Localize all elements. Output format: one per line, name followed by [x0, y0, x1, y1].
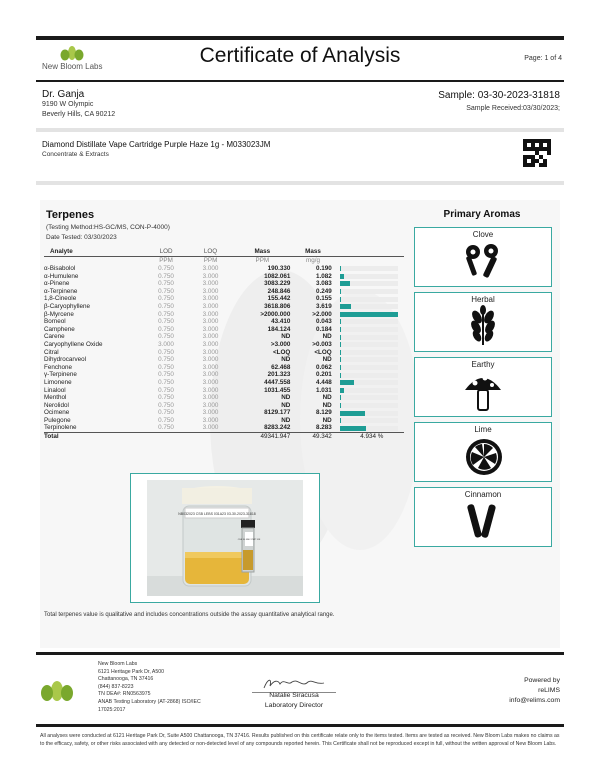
mass-ppm-cell: 3618.806: [264, 302, 291, 310]
concentration-bar-track: [340, 304, 398, 309]
concentration-bar: [340, 373, 341, 378]
client-city: Beverly Hills, CA 90212: [42, 111, 116, 118]
mass-ppm-cell: 8283.242: [264, 424, 291, 432]
loq-cell: 3.000: [202, 348, 219, 356]
mass-ppm-cell: ND: [281, 394, 291, 402]
lod-cell: 0.750: [158, 325, 174, 333]
mass-mg-cell: 0.249: [315, 287, 332, 295]
sample-photo: [147, 480, 303, 596]
jar-label-text: NB032023 CSB LEBS 031A23 03-30-2023-31818: [178, 512, 256, 516]
concentration-bar-track: [340, 380, 398, 385]
unit-blank: [44, 257, 145, 266]
aroma-label-cinnamon: Cinnamon: [464, 490, 502, 499]
unit-lod: PPM: [159, 257, 173, 265]
concentration-bar-track: [340, 327, 398, 332]
concentration-bar-track: [340, 335, 398, 340]
terpenes-table: [44, 247, 404, 441]
terpene-row: [44, 379, 404, 387]
col-loq: LOQ: [187, 247, 235, 257]
analyte-cell: Citral: [44, 348, 59, 356]
mass-ppm-cell: ND: [281, 356, 291, 364]
product-name: Diamond Distillate Vape Cartridge Purple Haze 1g - M033023JM: [42, 140, 271, 149]
product-block: [42, 140, 270, 160]
mass-ppm-cell: 1031.455: [264, 386, 291, 394]
lime-icon: [463, 435, 505, 477]
lod-cell: 0.750: [158, 424, 174, 432]
mass-mg-cell: 0.201: [315, 371, 332, 379]
aroma-cinnamon: [414, 487, 552, 547]
concentration-bar: [340, 319, 341, 324]
mass-ppm-cell: 155.442: [267, 295, 291, 303]
col-mass-mg: Mass: [294, 247, 335, 257]
terpene-row: [44, 288, 404, 296]
concentration-bar-track: [340, 281, 398, 286]
mass-mg-cell: 3.619: [315, 302, 332, 310]
mass-ppm-cell: ND: [281, 333, 291, 341]
terpene-row: [44, 402, 404, 410]
sample-photo-frame: [130, 473, 320, 603]
concentration-bar-track: [340, 266, 398, 271]
mass-mg-cell: 1.031: [315, 386, 332, 394]
mass-ppm-cell: ND: [281, 416, 291, 424]
concentration-bar: [340, 266, 341, 271]
mass-mg-cell: 1.082: [315, 272, 332, 280]
terpene-row: [44, 394, 404, 402]
mass-ppm-cell: ND: [281, 401, 291, 409]
loq-cell: 3.000: [202, 409, 219, 417]
terpene-row: [44, 318, 404, 326]
analyte-cell: Linalool: [44, 386, 66, 394]
loq-cell: 3.000: [202, 318, 219, 326]
lod-cell: 0.750: [158, 272, 174, 280]
qr-code-icon: [523, 139, 551, 167]
terpene-row: [44, 295, 404, 303]
loq-cell: 3.000: [202, 333, 219, 341]
lod-cell: 0.750: [158, 333, 174, 341]
top-rule: [36, 36, 564, 40]
divider-band: [36, 128, 564, 132]
bar-cell: [336, 333, 404, 341]
footer-line: New Bloom Labs: [98, 661, 138, 667]
bar-cell: [336, 387, 404, 395]
loq-cell: 3.000: [202, 280, 219, 288]
terpene-row: [44, 364, 404, 372]
terpene-row: [44, 333, 404, 341]
concentration-bar: [340, 342, 341, 347]
terpene-row: [44, 409, 404, 417]
concentration-bar: [340, 350, 341, 355]
terpene-row: [44, 417, 404, 425]
col-lod: LOD: [145, 247, 186, 257]
terpene-row: [44, 303, 404, 311]
loq-cell: 3.000: [202, 363, 219, 371]
lod-cell: 0.750: [158, 356, 174, 364]
aroma-label-earthy: Earthy: [471, 360, 495, 369]
mass-mg-cell: ND: [322, 356, 332, 364]
total-loq: [187, 433, 235, 441]
concentration-bar: [340, 281, 350, 286]
mass-ppm-cell: 3083.229: [264, 280, 291, 288]
loq-cell: 3.000: [202, 356, 219, 364]
mass-ppm-cell: 184.124: [267, 325, 291, 333]
concentration-bar: [340, 380, 354, 385]
mass-mg-cell: 8.283: [315, 424, 332, 432]
mass-mg-cell: 0.184: [315, 325, 332, 333]
mass-ppm-cell: 190.330: [267, 265, 291, 272]
analyte-cell: 1,8-Cineole: [44, 295, 77, 303]
loq-cell: 3.000: [202, 394, 219, 402]
signer-title: Laboratory Director: [264, 702, 324, 709]
terpene-row: [44, 387, 404, 395]
footer-line: (844) 837-8223: [98, 683, 134, 690]
client-name: Dr. Ganja: [42, 89, 85, 100]
bar-cell: [336, 273, 404, 281]
mass-mg-cell: 0.190: [315, 265, 332, 272]
loq-cell: 3.000: [202, 302, 219, 310]
footer-line: Chattanooga, TN 37416: [98, 676, 154, 683]
bar-cell: [336, 409, 404, 417]
concentration-bar: [340, 274, 345, 279]
testing-method: (Testing Method:HS-GC/MS, CON-P-4000): [46, 224, 170, 231]
lod-cell: 0.750: [158, 295, 174, 303]
lod-cell: 0.750: [158, 409, 174, 417]
bar-cell: [336, 295, 404, 303]
analyte-cell: Fenchone: [44, 363, 73, 371]
analyte-cell: Carene: [44, 333, 65, 341]
footer-address: [98, 661, 201, 714]
terpene-row: [44, 356, 404, 364]
client-block: [42, 90, 115, 120]
lod-cell: 0.750: [158, 318, 174, 326]
signature-image: [258, 676, 330, 692]
mass-ppm-cell: 62.468: [271, 363, 291, 371]
mass-ppm-cell: 43.410: [271, 318, 291, 326]
mass-ppm-cell: 4447.558: [264, 378, 291, 386]
loq-cell: 3.000: [202, 424, 219, 432]
clove-icon: [463, 240, 503, 282]
footnote: Total terpenes value is qualitative and includes concentrations outside the assay quantitative analytical range.: [44, 612, 335, 618]
footer-line: ANAB Testing Laboratory (AT-2868) ISO/IEC: [98, 698, 201, 705]
terpene-row: [44, 265, 404, 273]
bar-cell: [336, 371, 404, 379]
lod-cell: 0.750: [158, 394, 174, 402]
mass-ppm-cell: >3.000: [270, 340, 291, 348]
analyte-cell: α-Pinene: [44, 280, 70, 288]
bar-cell: [336, 424, 404, 432]
concentration-bar: [340, 335, 341, 340]
bar-cell: [336, 318, 404, 326]
terpenes-method: [46, 223, 170, 243]
lod-cell: 0.750: [158, 416, 174, 424]
lod-cell: 0.750: [158, 302, 174, 310]
lod-cell: 0.750: [158, 287, 174, 295]
platform-name: reLIMS: [538, 687, 560, 694]
loq-cell: 3.000: [202, 310, 219, 318]
terpene-row: [44, 326, 404, 334]
total-row: [44, 433, 404, 441]
analyte-cell: α-Bisabolol: [44, 265, 76, 272]
concentration-bar: [340, 297, 341, 302]
mass-ppm-cell: <LOQ: [273, 348, 291, 356]
terpene-row: [44, 424, 404, 432]
analyte-cell: Terpinolene: [44, 424, 77, 432]
concentration-bar: [340, 312, 398, 317]
signer-name: Natalie Siracusa: [269, 692, 319, 699]
bar-cell: [336, 303, 404, 311]
sample-received: Sample Received:03/30/2023;: [466, 105, 560, 112]
footer-line: 17025:2017: [98, 706, 126, 713]
unit-mass-ppm: PPM: [255, 257, 270, 265]
mass-mg-cell: 4.448: [315, 378, 332, 386]
concentration-bar-track: [340, 312, 398, 317]
bar-cell: [336, 341, 404, 349]
aroma-label-herbal: Herbal: [471, 295, 495, 304]
terpenes-title: Terpenes: [46, 209, 95, 221]
concentration-bar: [340, 403, 341, 408]
vial-label-text: CSB 30 SMC PMP 318: [237, 539, 261, 541]
mass-ppm-cell: 248.846: [267, 287, 291, 295]
terpenes-rows: [44, 265, 404, 433]
lod-cell: 0.750: [158, 265, 174, 272]
total-label: Total: [44, 433, 145, 441]
concentration-bar: [340, 365, 341, 370]
client-street: 9190 W Olympic: [42, 101, 94, 108]
lod-cell: 0.750: [158, 310, 174, 318]
bar-cell: [336, 364, 404, 372]
total-ppm: 49341.947: [234, 433, 294, 441]
herbal-icon: [463, 305, 503, 347]
loq-cell: 3.000: [202, 371, 219, 379]
analyte-cell: α-Humulene: [44, 272, 79, 280]
sample-jar-image: [147, 480, 303, 596]
mass-ppm-cell: 1082.061: [264, 272, 291, 280]
lod-cell: 0.750: [158, 378, 174, 386]
signer-block: [250, 691, 338, 711]
powered-by-label: Powered by: [524, 677, 560, 684]
mass-mg-cell: ND: [322, 416, 332, 424]
footer-logo-icon: [40, 680, 74, 702]
mass-mg-cell: ND: [322, 401, 332, 409]
aroma-label-lime: Lime: [474, 425, 492, 434]
loq-cell: 3.000: [202, 401, 219, 409]
page-title: Certificate of Analysis: [199, 44, 401, 67]
bar-cell: [336, 349, 404, 357]
sample-block: [438, 90, 560, 112]
footer-line: 6121 Heritage Park Dr, A500: [98, 668, 165, 675]
loq-cell: 3.000: [202, 378, 219, 386]
concentration-bar-track: [340, 411, 398, 416]
concentration-bar-track: [340, 342, 398, 347]
header-rule: [36, 80, 564, 82]
mass-ppm-cell: 201.323: [267, 371, 291, 379]
concentration-bar: [340, 289, 341, 294]
terpene-row: [44, 371, 404, 379]
col-mass-ppm: Mass: [234, 247, 294, 257]
aroma-herbal: [414, 292, 552, 352]
bar-cell: [336, 417, 404, 425]
date-tested: Date Tested: 03/30/2023: [46, 234, 117, 241]
bar-cell: [336, 356, 404, 364]
analyte-cell: Caryophyllene Oxide: [44, 340, 103, 348]
aroma-lime: [414, 422, 552, 482]
aroma-clove: [414, 227, 552, 287]
aromas-title: Primary Aromas: [443, 209, 521, 220]
concentration-bar-track: [340, 297, 398, 302]
terpene-row: [44, 349, 404, 357]
contact-email[interactable]: info@relims.com: [509, 697, 560, 704]
concentration-bar: [340, 411, 366, 416]
mass-mg-cell: <LOQ: [314, 348, 332, 356]
disclaimer: All analyses were conducted at 6121 Heritage Park Dr, Suite A500 Chattanooga, TN 37416. Results published on this certificate relate only to the items tested. Items are tested as received. New Bloom Labs makes no claims as to the efficacy, safety, or other risks associated with any detected or non-detected level of any compounds reported herein. This Certificate shall not be reproduced except in full, without the written approval of New Bloom Labs.: [40, 733, 560, 747]
analyte-cell: Menthol: [44, 394, 67, 402]
analyte-cell: Dihydrocarveol: [44, 356, 86, 364]
analyte-cell: β-Caryophyllene: [44, 302, 90, 310]
bar-cell: [336, 394, 404, 402]
bar-cell: [336, 402, 404, 410]
terpene-row: [44, 280, 404, 288]
bar-cell: [336, 280, 404, 288]
loq-cell: 3.000: [202, 295, 219, 303]
mass-mg-cell: 0.155: [315, 295, 332, 303]
total-lod: [145, 433, 186, 441]
lod-cell: 0.750: [158, 401, 174, 409]
mass-mg-cell: ND: [322, 333, 332, 341]
aroma-label-clove: Clove: [472, 230, 494, 239]
analyte-cell: Ocimene: [44, 409, 70, 417]
mass-mg-cell: >2.000: [312, 310, 332, 318]
bar-cell: [336, 265, 404, 273]
analyte-cell: α-Terpinene: [44, 287, 78, 295]
lod-cell: 0.750: [158, 386, 174, 394]
analyte-cell: Borneol: [44, 318, 66, 326]
concentration-bar-track: [340, 289, 398, 294]
mass-mg-cell: 0.062: [315, 363, 332, 371]
lod-cell: 3.000: [158, 340, 174, 348]
unit-mass-mg: mg/g: [306, 257, 321, 265]
mass-mg-cell: 0.043: [315, 318, 332, 326]
total-mg: 49.342: [294, 433, 335, 441]
analyte-cell: Nerolidol: [44, 401, 69, 409]
aroma-earthy: [414, 357, 552, 417]
mass-mg-cell: ND: [322, 394, 332, 402]
terpene-row: [44, 273, 404, 281]
mushroom-icon: [463, 370, 503, 414]
bar-cell: [336, 379, 404, 387]
terpene-row: [44, 341, 404, 349]
lod-cell: 0.750: [158, 280, 174, 288]
lod-cell: 0.750: [158, 348, 174, 356]
mass-mg-cell: >0.003: [312, 340, 332, 348]
concentration-bar-track: [340, 426, 398, 431]
bar-cell: [336, 311, 404, 319]
loq-cell: 3.000: [202, 325, 219, 333]
concentration-bar: [340, 327, 341, 332]
footer-rule: [36, 652, 564, 655]
bar-cell: [336, 288, 404, 296]
concentration-bar-track: [340, 350, 398, 355]
analyte-cell: γ-Terpinene: [44, 371, 77, 379]
analyte-cell: Limonene: [44, 378, 72, 386]
disclaimer-rule: [36, 724, 564, 727]
total-percent: 4.934 %: [336, 433, 404, 441]
concentration-bar: [340, 395, 341, 400]
divider-band-2: [36, 181, 564, 185]
concentration-bar-track: [340, 395, 398, 400]
loq-cell: 3.000: [202, 416, 219, 424]
powered-by-block: [509, 676, 560, 706]
analyte-cell: β-Myrcene: [44, 310, 74, 318]
analyte-cell: Pulegone: [44, 416, 71, 424]
concentration-bar-track: [340, 403, 398, 408]
loq-cell: 3.000: [202, 272, 219, 280]
concentration-bar: [340, 418, 341, 423]
concentration-bar: [340, 388, 344, 393]
col-analyte: Analyte: [44, 247, 145, 257]
footer-line: TN DEA#: RN0563975: [98, 691, 151, 698]
terpene-row: [44, 311, 404, 319]
loq-cell: 3.000: [202, 265, 219, 272]
mass-mg-cell: 3.083: [315, 280, 332, 288]
loq-cell: 3.000: [202, 386, 219, 394]
concentration-bar: [340, 357, 341, 362]
mass-ppm-cell: >2000.000: [260, 310, 291, 318]
loq-cell: 3.000: [202, 340, 219, 348]
product-category: Concentrate & Extracts: [42, 151, 109, 158]
concentration-bar-track: [340, 388, 398, 393]
mass-ppm-cell: 8129.177: [264, 409, 291, 417]
new-bloom-logo-icon: [60, 44, 84, 62]
bar-cell: [336, 326, 404, 334]
loq-cell: 3.000: [202, 287, 219, 295]
cinnamon-icon: [463, 500, 503, 542]
concentration-bar-track: [340, 274, 398, 279]
lod-cell: 0.750: [158, 363, 174, 371]
lod-cell: 0.750: [158, 371, 174, 379]
concentration-bar-track: [340, 373, 398, 378]
unit-loq: PPM: [203, 257, 218, 265]
concentration-bar-track: [340, 365, 398, 370]
concentration-bar: [340, 304, 352, 309]
lab-name: New Bloom Labs: [42, 62, 103, 71]
unit-bar: [336, 257, 404, 266]
concentration-bar-track: [340, 418, 398, 423]
col-bar: [336, 247, 404, 257]
sample-id: Sample: 03-30-2023-31818: [438, 90, 560, 101]
analyte-cell: Camphene: [44, 325, 75, 333]
page-number: Page: 1 of 4: [524, 55, 562, 62]
concentration-bar-track: [340, 319, 398, 324]
mass-mg-cell: 8.129: [315, 409, 332, 417]
concentration-bar-track: [340, 357, 398, 362]
concentration-bar: [340, 426, 366, 431]
